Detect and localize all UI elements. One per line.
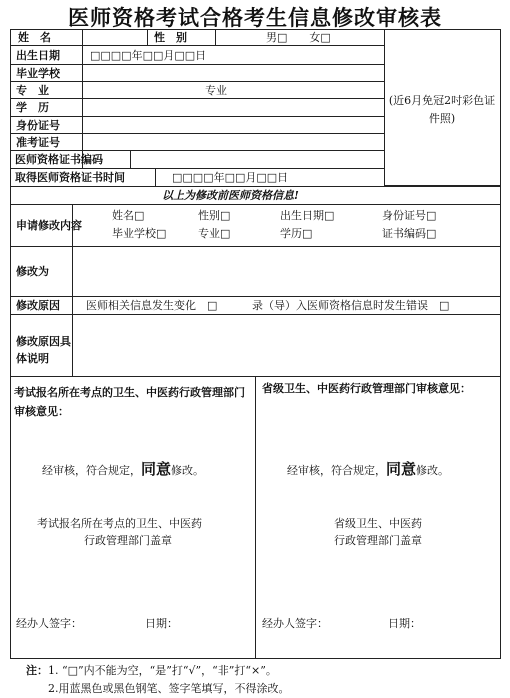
approval-prefix: 经审核，符合规定， bbox=[287, 464, 386, 477]
row-line bbox=[10, 186, 501, 187]
approval-prefix: 经审核，符合规定， bbox=[42, 464, 141, 477]
reason-option-info-changed[interactable]: 医师相关信息发生变化 □ bbox=[86, 299, 218, 312]
col-line bbox=[155, 168, 156, 186]
col-line bbox=[130, 150, 131, 168]
left-date-label: 日期： bbox=[145, 617, 178, 630]
label-reason-detail: 修改原因具体说明 bbox=[16, 335, 71, 365]
photo-note: (近6月免冠2吋彩色证件照) bbox=[388, 94, 496, 125]
right-date-label: 日期： bbox=[388, 617, 421, 630]
row-line bbox=[10, 296, 501, 297]
label-education: 学 历 bbox=[16, 101, 49, 114]
label-gender: 性 别 bbox=[154, 31, 187, 44]
label-birth-date: 出生日期 bbox=[16, 49, 60, 62]
label-name: 姓 名 bbox=[18, 31, 51, 44]
row-line bbox=[10, 116, 385, 117]
left-stamp-line-1: 考试报名所在考点的卫生、中医药 bbox=[37, 517, 202, 530]
right-stamp-line-2: 行政管理部门盖章 bbox=[334, 534, 422, 547]
label-school: 毕业学校 bbox=[16, 67, 60, 80]
apply-option-birth-date[interactable]: 出生日期□ bbox=[280, 209, 335, 222]
apply-option-school[interactable]: 毕业学校□ bbox=[112, 227, 167, 240]
row-line bbox=[10, 314, 501, 315]
right-approval-text bbox=[287, 458, 449, 479]
label-reason: 修改原因 bbox=[16, 299, 60, 312]
row-line bbox=[10, 204, 501, 205]
row-line bbox=[10, 64, 385, 65]
note-line-2: 2.用蓝黑色或黑色钢笔、签字笔填写，不得涂改。 bbox=[48, 682, 290, 695]
left-review-header: 考试报名所在考点的卫生、中医药行政管理部门审核意见： bbox=[14, 386, 245, 418]
label-change-to: 修改为 bbox=[16, 265, 49, 278]
label-exam-number: 准考证号 bbox=[16, 136, 60, 149]
note-line-1 bbox=[26, 662, 290, 680]
row-line bbox=[10, 98, 385, 99]
row-line bbox=[10, 168, 385, 169]
approval-suffix: 修改。 bbox=[171, 464, 205, 477]
col-line bbox=[147, 29, 148, 45]
row-line bbox=[10, 150, 385, 151]
apply-option-education[interactable]: 学历□ bbox=[280, 227, 313, 240]
reason-option-entry-error[interactable]: 录（导）入医师资格信息时发生错误 □ bbox=[252, 299, 450, 312]
label-apply: 申请修改内容 bbox=[16, 219, 82, 232]
apply-option-gender[interactable]: 性别□ bbox=[198, 209, 231, 222]
row-line bbox=[10, 133, 385, 134]
apply-option-cert-number[interactable]: 证书编码□ bbox=[382, 227, 437, 240]
col-line bbox=[255, 376, 256, 659]
apply-option-name[interactable]: 姓名□ bbox=[112, 209, 145, 222]
left-stamp-line-2: 行政管理部门盖章 bbox=[84, 534, 172, 547]
left-signer-label: 经办人签字： bbox=[16, 617, 82, 630]
row-line bbox=[10, 45, 385, 46]
label-id-number: 身份证号 bbox=[16, 119, 60, 132]
approval-suffix: 修改。 bbox=[416, 464, 450, 477]
cert-date-field[interactable]: □□□□年□□月□□日 bbox=[172, 171, 289, 184]
notes bbox=[26, 662, 290, 698]
col-line bbox=[82, 29, 83, 168]
form-title: 医师资格考试合格考生信息修改审核表 bbox=[68, 5, 442, 30]
note-label: 注： bbox=[26, 664, 48, 677]
label-cert-time: 取得医师资格证书时间 bbox=[15, 171, 125, 184]
note-line-1-text: 1. “□”内不能为空，“是”打“√”，“非”打“×”。 bbox=[48, 664, 277, 677]
approval-word: 同意 bbox=[386, 460, 417, 478]
approval-word: 同意 bbox=[141, 460, 172, 478]
row-line bbox=[10, 81, 385, 82]
major-field[interactable]: 专业 bbox=[205, 84, 227, 97]
right-signer-label: 经办人签字： bbox=[262, 617, 328, 630]
row-line bbox=[10, 246, 501, 247]
apply-option-id-number[interactable]: 身份证号□ bbox=[382, 209, 437, 222]
label-major: 专 业 bbox=[16, 84, 49, 97]
birth-date-field[interactable]: □□□□年□□月□□日 bbox=[90, 49, 207, 62]
divider-note: 以上为修改前医师资格信息! bbox=[162, 189, 299, 202]
gender-options[interactable]: 男□ 女□ bbox=[266, 31, 331, 44]
label-cert-number: 医师资格证书编码 bbox=[15, 153, 103, 166]
col-line bbox=[215, 29, 216, 45]
apply-option-major[interactable]: 专业□ bbox=[198, 227, 231, 240]
right-stamp-line-1: 省级卫生、中医药 bbox=[334, 517, 422, 530]
left-approval-text bbox=[42, 458, 204, 479]
right-review-header: 省级卫生、中医药行政管理部门审核意见： bbox=[262, 382, 471, 395]
